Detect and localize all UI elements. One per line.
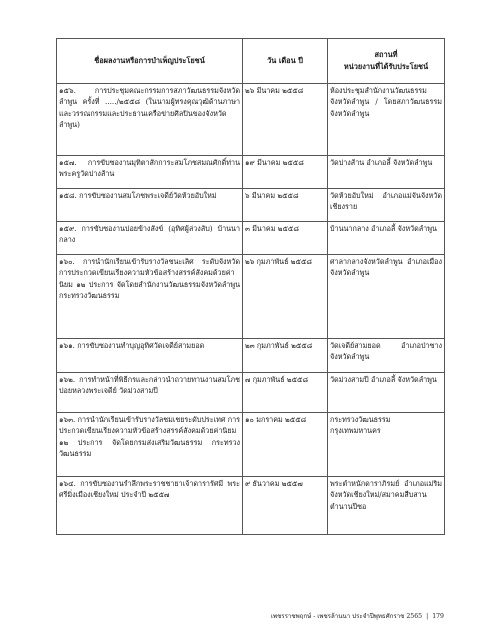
- cell-date: ๒๖ กุมภาพันธ์ ๒๕๕๘: [243, 255, 328, 339]
- cell-work: ๑๖๐. การนำนักเรียนเข้ารับรางวัลชนะเลิศ ระดับจังหวัด การประกวดเขียนเรียงความหัวข้อสร้างสรรค์สังคมด้วยค่านิยม ๑๒ ประการ จัดโดยสำนักงานวัฒนธรรมจังหวัดลำพูน กระทรวงวัฒนธรรม: [57, 255, 243, 339]
- table-row: [57, 413, 445, 477]
- table-row: [57, 156, 445, 189]
- table-row: [57, 339, 445, 373]
- header-date: วัน เดือน ปี: [243, 39, 328, 84]
- cell-place: ห้องประชุมสำนักงานวัฒนธรรมจังหวัดลำพูน / โดยสภาวัฒนธรรมจังหวัดลำพูน: [328, 84, 445, 156]
- cell-date: ๗ กุมภาพันธ์ ๒๕๕๘: [243, 373, 328, 413]
- cell-work: ๑๖๔. การขับซองานรำลึกพระราชชายาเจ้าดารารัศมี พระศรีมิ่งเมืองเชียงใหม่ ประจำปี ๒๕๕๗: [57, 477, 243, 535]
- cell-place: วัดม่วงสามปี อำเภอลี้ จังหวัดลำพูน: [328, 373, 445, 413]
- header-work: ชื่อผลงานหรือการบำเพ็ญประโยชน์: [57, 39, 243, 84]
- cell-place: ศาลากลางจังหวัดลำพูน อำเภอเมือง จังหวัดลำพูน: [328, 255, 445, 339]
- header-place: สถานที่ หน่วยงานที่ได้รับประโยชน์: [328, 39, 445, 84]
- cell-place: พระตำหนักดาราภิรมย์ อำเภอแม่ริม จังหวัดเชียงใหม่/สมาคมสืบสานตำนานปีซอ: [328, 477, 445, 535]
- footer-title: เพชรราชพฤกษ์ - เพชรล้านนา ประจำปีพุทธศักราช 2565: [270, 613, 423, 620]
- cell-date: ๒๓ กุมภาพันธ์ ๒๕๕๘: [243, 339, 328, 373]
- table-row: [57, 477, 445, 535]
- cell-work: ๑๖๑. การขับซองานทำบุญอุทิศวัดเจดีย์สามยอด: [57, 339, 243, 373]
- cell-place: บ้านนากลาง อำเภอลี้ จังหวัดลำพูน: [328, 222, 445, 255]
- table-row: [57, 222, 445, 255]
- cell-place: วัดห้วยอับใหม่ อำเภอแม่จันจังหวัดเชียงราย: [328, 189, 445, 222]
- table-row: [57, 189, 445, 222]
- cell-place: วัดเจดีย์สามยอด อำเภอป่าซาง จังหวัดลำพูน: [328, 339, 445, 373]
- table-row: [57, 255, 445, 339]
- cell-work: ๑๕๙. การขับซองานปอยข้างสังข์ (อุทิศผู้ล่วงลับ) บ้านนากลาง: [57, 222, 243, 255]
- cell-work: ๑๖๒. การทำหน้าที่พิธีกรและกล่าวนำถวายทานงานสมโภชปอยหลวงพระเจดีย์ วัดม่วงสามปี: [57, 373, 243, 413]
- page-footer: [210, 611, 444, 621]
- page-number: 179: [432, 613, 444, 620]
- table-row: [57, 373, 445, 413]
- cell-date: ๑๙ มีนาคม ๒๕๕๘: [243, 156, 328, 189]
- cell-date: ๙ ธันวาคม ๒๕๕๗: [243, 477, 328, 535]
- cell-place: กระทรวงวัฒนธรรม กรุงเทพมหานคร: [328, 413, 445, 477]
- cell-work: ๑๕๖. การประชุมคณะกรรมการสภาวัฒนธรรมจังหวัดลำพูน ครั้งที่ ...../๒๕๕๘ (ในนามผู้ทรงคุณวุฒิด้านภาษาและวรรณกรรมและประธานเครือข่ายศิลปินของจังหวัดลำพูน): [57, 84, 243, 156]
- cell-date: ๒๖ มีนาคม ๒๕๕๘: [243, 84, 328, 156]
- cell-date: ๑๐ มกราคม ๒๕๕๘: [243, 413, 328, 477]
- table-header-row: [57, 39, 445, 84]
- awards-table: [56, 38, 445, 535]
- cell-place: วัดปางส้าน อำเภอลี้ จังหวัดลำพูน: [328, 156, 445, 189]
- cell-date: ๓ มีนาคม ๒๕๕๘: [243, 222, 328, 255]
- cell-date: ๖ มีนาคม ๒๕๕๘: [243, 189, 328, 222]
- footer-separator: |: [426, 613, 429, 620]
- table-row: [57, 84, 445, 156]
- cell-work: ๑๕๗. การขับซองานมุทิตาสักการะสมโภชสมณศักดิ์ท่านพระครูวัดปางส้าน: [57, 156, 243, 189]
- cell-work: ๑๕๘. การขับซองานสมโภชพระเจดีย์วัดห้วยอับใหม่: [57, 189, 243, 222]
- cell-work: ๑๖๓. การนำนักเรียนเข้ารับรางวัลชมเชยระดับประเทศ การประกวดเขียนเรียงความหัวข้อสร้างสรรค์สังคมด้วยค่านิยม ๑๒ ประการ จัดโดยกรมส่งเสริมวัฒนธรรม กระทรวงวัฒนธรรม: [57, 413, 243, 477]
